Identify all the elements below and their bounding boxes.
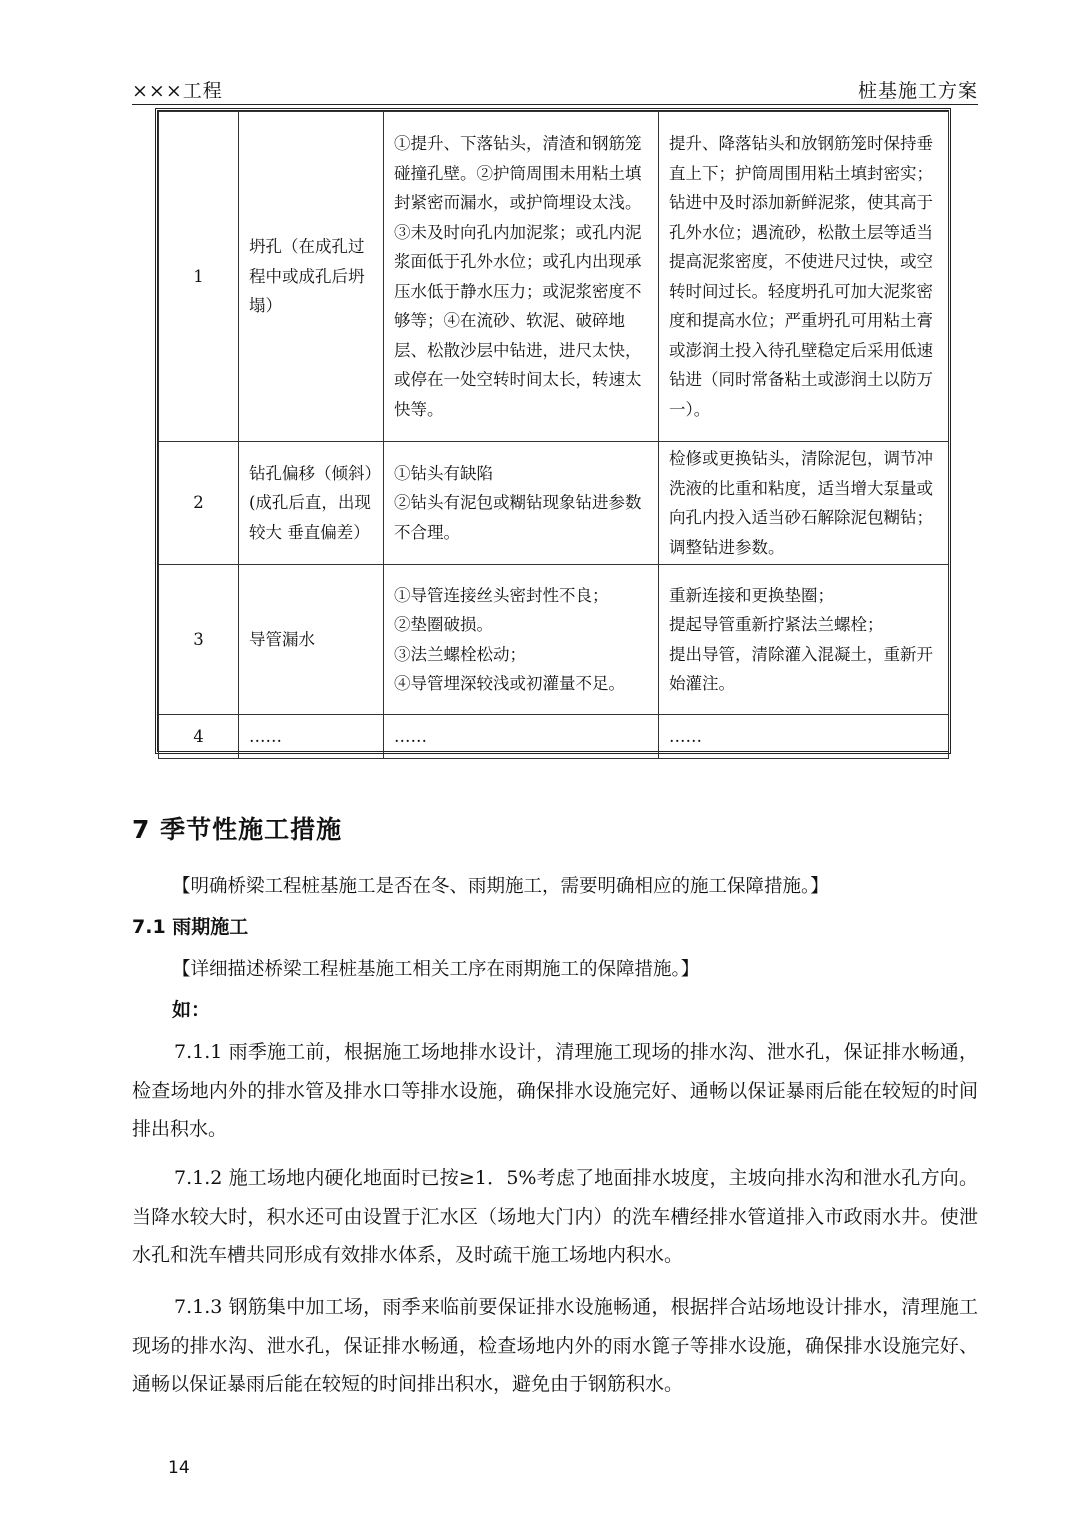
row-number: 4 (159, 715, 239, 759)
measure-cell: 检修或更换钻头，清除泥包，调节冲洗液的比重和粘度，适当增大泵量或向孔内投入适当砂石解除泥包糊钻；调整钻进参数。 (659, 442, 949, 565)
cause-cell: ①导管连接丝头密封性不良； ②垫圈破损。 ③法兰螺栓松动； ④导管埋深较浅或初灌量不足。 (384, 565, 659, 715)
row-number: 2 (159, 442, 239, 565)
header-document-title: 桩基施工方案 (857, 80, 978, 102)
table-row (159, 565, 949, 715)
row-number: 1 (159, 112, 239, 442)
row-number: 3 (159, 565, 239, 715)
problem-cell: …… (239, 715, 384, 759)
example-label: 如： (172, 999, 211, 1021)
issues-table (155, 108, 951, 754)
table-row (159, 715, 949, 759)
page-header (132, 74, 978, 105)
cause-cell: ①提升、下落钻头，清渣和钢筋笼碰撞孔壁。②护筒周围未用粘土填封紧密而漏水，或护筒埋设太浅。③未及时向孔内加泥浆；或孔内泥浆面低于孔外水位；或孔内出现承压水低于静水压力；或泥浆密度不够等；④在流砂、软泥、破碎地层、松散沙层中钻进，进尺太快，或停在一处空转时间太长，转速太快等。 (384, 112, 659, 442)
page-number: 14 (168, 1458, 190, 1478)
table-row (159, 442, 949, 565)
measure-cell: 提升、降落钻头和放钢筋笼时保持垂直上下；护筒周围用粘土填封密实；钻进中及时添加新鲜泥浆，使其高于孔外水位；遇流砂，松散土层等适当提高泥浆密度，不使进尺过快，或空转时间过长。轻度坍孔可加大泥浆密度和提高水位；严重坍孔可用粘土膏或澎润土投入待孔壁稳定后采用低速钻进（同时常备粘土或澎润土以防万一）。 (659, 112, 949, 442)
section-7-note: 【明确桥梁工程桩基施工是否在冬、雨期施工，需要明确相应的施工保障措施。】 (172, 876, 829, 897)
paragraph-7-1-3: 7.1.3 钢筋集中加工场，雨季来临前要保证排水设施畅通，根据拌合站场地设计排水，清理施工现场的排水沟、泄水孔，保证排水畅通，检查场地内外的雨水篦子等排水设施，确保排水设施完好、通畅以保证暴雨后能在较短的时间排出积水，避免由于钢筋积水。 (132, 1296, 978, 1395)
cause-cell: …… (384, 715, 659, 759)
table-row (159, 112, 949, 442)
measure-cell: …… (659, 715, 949, 759)
section-7-1-heading: 7.1 雨期施工 (132, 916, 249, 938)
measure-cell: 重新连接和更换垫圈； 提起导管重新拧紧法兰螺栓； 提出导管，清除灌入混凝土，重新开始灌注。 (659, 565, 949, 715)
problem-cell: 坍孔（在成孔过程中或成孔后坍塌） (239, 112, 384, 442)
section-7-1-note: 【详细描述桥梁工程桩基施工相关工序在雨期施工的保障措施。】 (172, 959, 700, 980)
paragraph-7-1-1: 7.1.1 雨季施工前，根据施工场地排水设计，清理施工现场的排水沟、泄水孔，保证排水畅通，检查场地内外的排水管及排水口等排水设施，确保排水设施完好、通畅以保证暴雨后能在较短的时间排出积水。 (132, 1041, 978, 1140)
cause-cell: ①钻头有缺陷 ②钻头有泥包或糊钻现象钻进参数不合理。 (384, 442, 659, 565)
problem-cell: 钻孔偏移（倾斜）(成孔后直，出现较大 垂直偏差） (239, 442, 384, 565)
paragraph-7-1-2: 7.1.2 施工场地内硬化地面时已按≥1．5%考虑了地面排水坡度，主坡向排水沟和泄水孔方向。当降水较大时，积水还可由设置于汇水区（场地大门内）的洗车槽经排水管道排入市政雨水井。使泄水孔和洗车槽共同形成有效排水体系，及时疏干施工场地内积水。 (132, 1167, 978, 1266)
header-project-name: ×××工程 (132, 80, 223, 102)
section-7-heading: 7 季节性施工措施 (132, 815, 343, 844)
problem-cell: 导管漏水 (239, 565, 384, 715)
